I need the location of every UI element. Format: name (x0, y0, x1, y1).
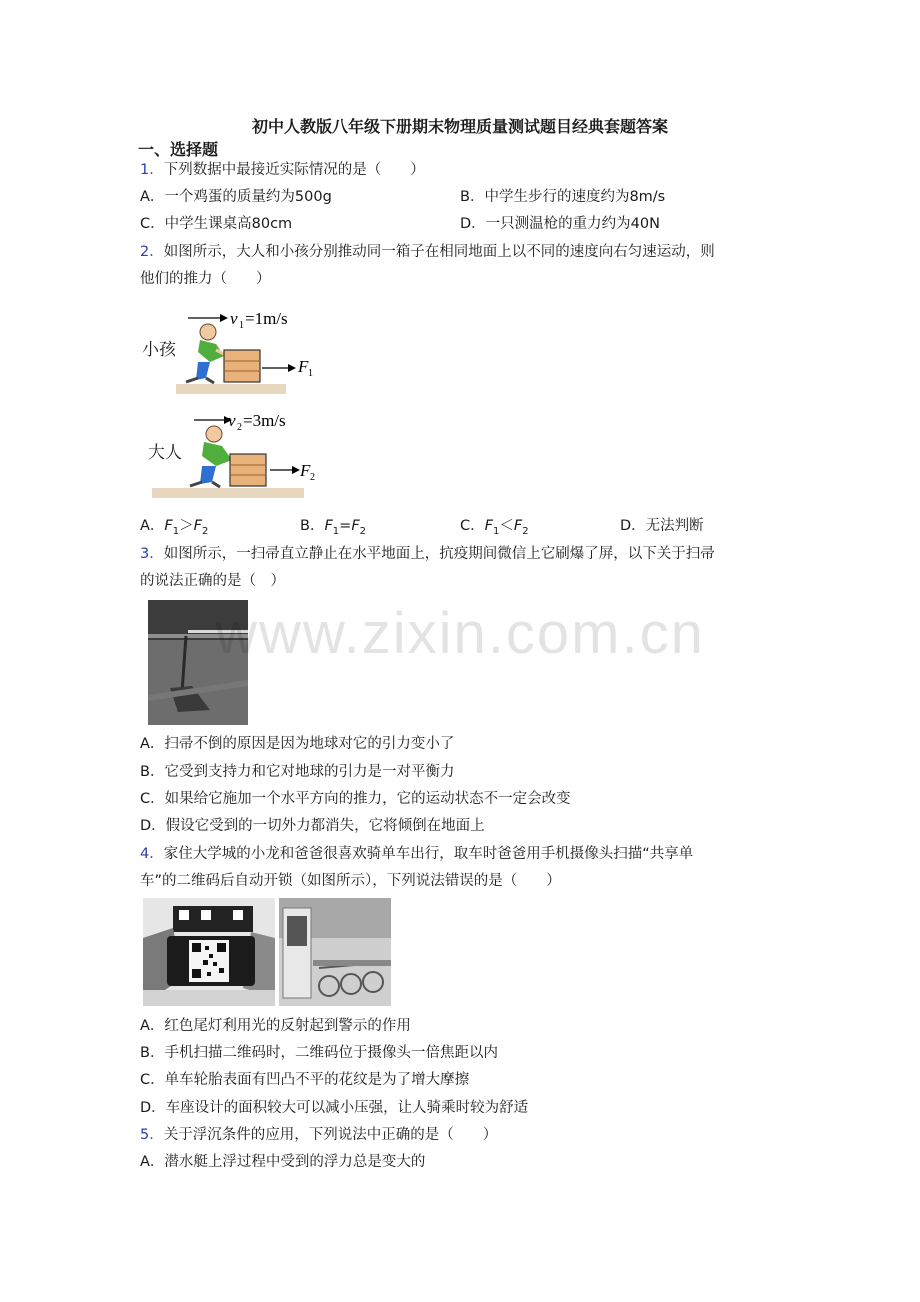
box-2 (230, 454, 266, 486)
adult-label: 大人 (148, 443, 182, 463)
question-number: 3． (140, 546, 164, 562)
q2-option-d: D．无法判断 (620, 518, 704, 534)
box-1 (224, 350, 260, 382)
v1-value: =1m/s (245, 309, 288, 328)
child-label: 小孩 (142, 340, 176, 360)
question-text: 下列数据中最接近实际情况的是（ ） (163, 162, 425, 178)
q1-option-a: A．一个鸡蛋的质量约为500g (140, 189, 332, 205)
q4-option-c: C．单车轮胎表面有凹凸不平的花纹是为了增大摩擦 (140, 1072, 470, 1088)
question-text: 关于浮沉条件的应用，下列说法中正确的是（ ） (163, 1127, 498, 1143)
document-title: 初中人教版八年级下册期末物理质量测试题目经典套题答案 (251, 117, 668, 136)
ground (176, 384, 286, 394)
q3-option-b: B．它受到支持力和它对地球的引力是一对平衡力 (140, 764, 455, 780)
question-4-stem-line1 (140, 844, 693, 864)
v2-value: =3m/s (243, 411, 286, 430)
svg-text:2: 2 (310, 472, 315, 483)
q3-option-a: A．扫帚不倒的原因是因为地球对它的引力变小了 (140, 736, 455, 752)
question-4-stem-line2: 车”的二维码后自动开锁（如图所示），下列说法错误的是（ ） (140, 873, 561, 889)
svg-text:1: 1 (308, 368, 313, 379)
push-box-figure (140, 300, 330, 505)
question-2-stem-line1 (140, 242, 715, 262)
question-number: 4． (140, 846, 164, 862)
question-number: 1． (140, 162, 164, 178)
q2-option-a: A．$F_1>F_2$ (140, 518, 209, 537)
adult-figure (202, 442, 232, 466)
question-text: 如图所示，大人和小孩分别推动同一箱子在相同地面上以不同的速度向右匀速运动，则 (163, 244, 715, 260)
question-3-stem-line2: 的说法正确的是（ ） (140, 573, 285, 589)
q4-option-d: D．车座设计的面积较大可以减小压强，让人骑乘时较为舒适 (140, 1100, 529, 1116)
watermark: www.zixin.com.cn (215, 601, 705, 666)
svg-text:v: v (230, 309, 238, 328)
svg-text:v: v (228, 411, 236, 430)
qr-bike-photo (143, 898, 391, 1006)
question-2-stem-line2: 他们的推力（ ） (140, 271, 271, 287)
svg-text:1: 1 (239, 320, 244, 331)
svg-text:F: F (298, 357, 309, 376)
svg-text:F: F (300, 461, 311, 480)
q1-option-c: C．中学生课桌高80cm (140, 216, 293, 232)
question-text: 如图所示，一扫帚直立静止在水平地面上，抗疫期间微信上它刷爆了屏，以下关于扫帚 (163, 546, 715, 562)
q1-option-d: D．一只测温枪的重力约为40N (460, 216, 660, 232)
question-number: 5． (140, 1127, 164, 1143)
q2-option-b: B．$F_1=F_2$ (300, 518, 367, 537)
question-number: 2． (140, 244, 164, 260)
section-heading: 一、选择题 (138, 140, 219, 159)
question-3-stem-line1 (140, 544, 715, 564)
q2-option-c: C．$F_1<F_2$ (460, 518, 529, 537)
question-5-stem (140, 1125, 497, 1145)
question-text: 家住大学城的小龙和爸爸很喜欢骑单车出行，取车时爸爸用手机摄像头扫描“共享单 (163, 846, 694, 862)
q4-option-a: A．红色尾灯利用光的反射起到警示的作用 (140, 1018, 411, 1034)
q3-option-d: D．假设它受到的一切外力都消失，它将倾倒在地面上 (140, 818, 485, 834)
q3-option-c: C．如果给它施加一个水平方向的推力，它的运动状态不一定会改变 (140, 791, 571, 807)
q5-option-a: A．潜水艇上浮过程中受到的浮力总是变大的 (140, 1154, 426, 1170)
svg-text:2: 2 (237, 422, 242, 433)
question-1-stem (140, 160, 425, 180)
q4-option-b: B．手机扫描二维码时，二维码位于摄像头一倍焦距以内 (140, 1045, 498, 1061)
q1-option-b: B．中学生步行的速度约为8m/s (460, 189, 666, 205)
